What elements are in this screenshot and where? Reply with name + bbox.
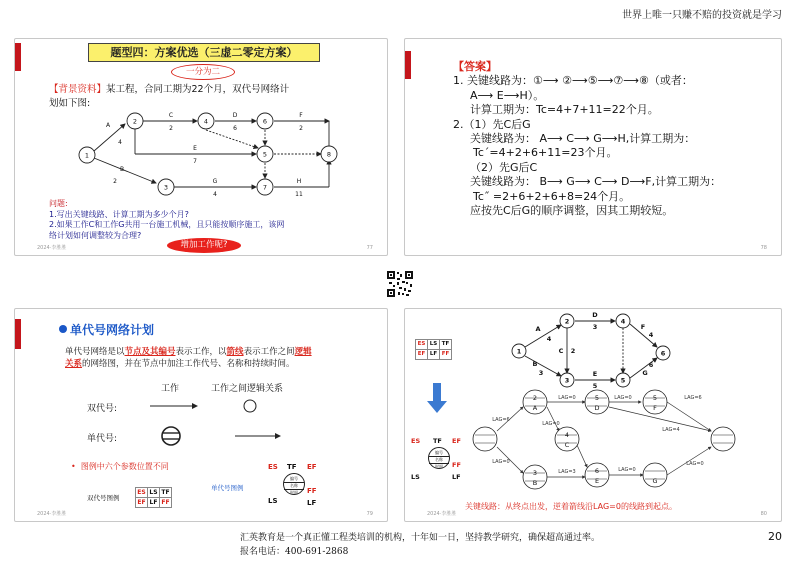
single-code-label: 单代号: (87, 434, 118, 444)
legend4-lf: LF (428, 350, 440, 360)
answer-line-1: 1. 关键线路为：①⟶ ②⟶⑤⟶⑦⟶⑧（或者： (453, 74, 693, 88)
s-node-name: D (594, 404, 600, 412)
dual-node-label: 2 (132, 117, 138, 126)
slide1-page-number: 77 (366, 245, 373, 251)
single-network-diagram (471, 387, 771, 497)
dual-node-label: 4 (203, 117, 209, 126)
act-dur-c: 2 (169, 125, 173, 132)
answer-line-6: Tc´=4+2+6+11=23个月。 (473, 146, 618, 160)
critical-path-text: 关键线路：从终点出发，逆着箭线沿LAG=0的线路到起点。 (465, 502, 677, 511)
act-label-g: G (212, 178, 218, 185)
background-line-2: 划如下图: (49, 98, 91, 109)
s-node-9 (711, 427, 735, 451)
slide4-footer: 2024·李胜胜 (427, 511, 457, 517)
dual-node-label: 1 (84, 151, 90, 160)
top-act-b-dur: 3 (538, 369, 544, 377)
answer-block (453, 60, 779, 218)
slide1-footer: 2024·李胜胜 (37, 245, 67, 251)
def-highlight: 逻辑 (294, 347, 312, 357)
legend-ff: FF (452, 461, 461, 469)
legend-node (428, 447, 450, 469)
single-code-title (59, 321, 154, 338)
mini-number: 编号 (290, 476, 298, 481)
act-label-c: C (168, 112, 174, 119)
header-work: 工作 (161, 384, 180, 394)
dual-node-label: 7 (262, 183, 268, 192)
footer-page-number: 20 (768, 530, 782, 543)
param-tf: TF (161, 489, 170, 496)
legend-mini-name: 名称 (429, 456, 449, 464)
top-node-label: 4 (620, 317, 626, 326)
single-code-title-text: 单代号网络计划 (70, 323, 155, 337)
single-legend-label: 单代号图例 (211, 484, 244, 492)
legend4-tf: TF (440, 340, 452, 350)
top-act-c: C (558, 347, 564, 355)
notation-symbols (145, 393, 295, 453)
background-line-1: 某工程，合同工期为22个月，双代号网络计 (106, 84, 290, 95)
def-part: 的网络图，并在节点中加注工作代号、名称和持续时间。 (82, 358, 295, 369)
questions-block (49, 199, 379, 241)
param-ff: FF (161, 499, 170, 506)
dual-code-label: 双代号: (87, 404, 118, 414)
answer-line-8: 关键线路为： B⟶ G⟶ C⟶ D⟶F,计算工期为： (470, 175, 722, 189)
single-legend-ff: FF (307, 487, 317, 495)
down-arrow-icon (427, 383, 447, 413)
lag-label: LAG=0 (558, 395, 576, 401)
legend4-ls: LS (428, 340, 440, 350)
lag-label: LAG=3 (558, 469, 576, 475)
lag-label: LAG=6 (492, 417, 510, 423)
slide4-legend-table (415, 339, 452, 360)
s-node-name: C (564, 441, 570, 449)
answer-line-5: 关键线路为： A⟶ C⟶ G⟶H,计算工期为： (470, 132, 696, 146)
act-dur-b: 2 (113, 178, 117, 185)
header-slogan: 世界上唯一只赚不赔的投资就是学习 (622, 10, 782, 21)
question-1: 1.写出关键线路、计算工期为多少个月? (49, 209, 189, 219)
slide-79 (14, 308, 388, 522)
act-label-e: E (193, 145, 197, 152)
top-act-e-dur: 5 (592, 382, 598, 389)
s-node-code: 2 (532, 394, 538, 402)
lag-label: LAG=0 (618, 467, 636, 473)
lag-label: LAG=0 (542, 421, 560, 427)
top-act-e: E (592, 370, 598, 378)
top-act-g: G (642, 369, 648, 377)
slide3-page-number: 79 (366, 511, 373, 517)
legend-es: ES (411, 437, 421, 445)
dual-node-label: 3 (163, 183, 169, 192)
title-bullet-icon (59, 325, 67, 333)
act-dur-f: 2 (299, 125, 303, 132)
question-title: 问题: (49, 199, 68, 208)
slide-80 (404, 308, 782, 522)
def-part: 表示工作之间 (243, 347, 295, 357)
add-work-bubble: 增加工作呢? (167, 238, 241, 253)
mini-name: 名称 (284, 482, 304, 490)
legend-ef: EF (452, 437, 461, 445)
top-act-a: A (535, 325, 541, 333)
legend-mini-time: 时间 (435, 464, 443, 469)
header-logic: 工作之间逻辑关系 (211, 384, 284, 394)
lag-label: LAG=0 (686, 461, 704, 467)
param-ef: EF (137, 499, 146, 506)
answer-line-3: 计算工期为：Tc=4+7+11=22个月。 (470, 103, 659, 117)
definition-text (65, 347, 365, 370)
def-highlight: 节点及其编号 (124, 347, 176, 357)
act-dur-a: 4 (118, 139, 122, 146)
legend-bullet-text: 图例中六个参数位置不同 (80, 462, 169, 471)
legend-tf: TF (433, 437, 442, 445)
legend-lf: LF (452, 473, 461, 481)
lag-label: LAG=0 (492, 459, 510, 465)
slide2-page-number: 78 (760, 245, 767, 251)
top-act-c-dur: 2 (570, 347, 576, 355)
single-node-symbol (162, 427, 180, 445)
footer-line-2: 报名电话：400-691-2868 (240, 547, 349, 557)
dual-node-symbol (244, 400, 256, 412)
top-act-b: B (532, 360, 538, 368)
s-node-code: 5 (652, 394, 658, 402)
answer-tag: 【答案】 (453, 60, 497, 73)
def-part: 表示工作，以 (175, 347, 227, 357)
top-act-f: F (640, 323, 646, 331)
single-legend-node (283, 473, 305, 495)
act-label-f: F (299, 112, 303, 119)
param-lf: LF (148, 498, 160, 508)
top-act-a-dur: 4 (546, 335, 552, 343)
top-node-label: 6 (660, 349, 666, 358)
dual-legend-table (135, 487, 172, 508)
dual-node-label: 6 (262, 117, 268, 126)
act-dur-e: 7 (193, 158, 197, 165)
bullet-dot-icon: • (71, 462, 76, 471)
legend4-es: ES (416, 340, 428, 350)
top-node-label: 5 (620, 376, 626, 385)
top-node-label: 3 (564, 376, 570, 385)
s-node-code: 5 (594, 394, 600, 402)
single-legend-lf: LF (307, 499, 317, 507)
slide-78 (404, 38, 782, 256)
answer-line-2: A⟶ E⟶H）。 (470, 88, 545, 102)
act-dur-h: 11 (295, 191, 303, 198)
top-act-g-dur: 6 (648, 361, 654, 369)
legend-ls: LS (411, 473, 420, 481)
s-node-code: 3 (532, 469, 538, 477)
lag-label: LAG=0 (614, 395, 632, 401)
dual-node-label: 8 (326, 150, 332, 159)
background-tag: 【背景资料】 (49, 84, 107, 95)
qr-code-icon (386, 270, 414, 298)
footer-line-1: 汇英教育是一个真正懂工程类培训的机构，十年如一日，坚持教学研究，确保超高通过率。 (240, 533, 601, 543)
s-node-code: 6 (594, 467, 600, 475)
dual-legend-label: 双代号图例 (87, 494, 120, 502)
act-dur-g: 4 (213, 191, 217, 198)
single-legend-ef: EF (307, 463, 317, 471)
def-highlight: 关系 (65, 358, 83, 369)
slide4-page-number: 80 (760, 511, 767, 517)
slide3-footer: 2024·李胜胜 (37, 511, 67, 517)
legend4-ff: FF (440, 350, 452, 360)
single-legend-ls: LS (268, 497, 278, 505)
legend4-ef: EF (416, 350, 428, 360)
lag-label: LAG=4 (662, 427, 680, 433)
slide-77 (14, 38, 388, 256)
def-highlight: 箭线 (226, 347, 244, 357)
s-node-name: A (532, 404, 538, 412)
top-act-d-dur: 3 (592, 323, 598, 331)
single-legend-tf: TF (287, 463, 297, 471)
s-node-name: E (594, 477, 600, 485)
act-label-h: H (296, 178, 302, 185)
top-act-f-dur: 4 (648, 331, 654, 339)
top-node-label: 2 (564, 317, 570, 326)
answer-line-9: Tc˝ =2+6+2+6+8=24个月。 (473, 189, 631, 203)
mini-time: 时间 (290, 490, 298, 495)
act-label-b: B (119, 166, 125, 173)
legend-mini-number: 编号 (435, 450, 443, 455)
split-ellipse: 一分为二 (171, 64, 235, 80)
s-node-code: 4 (564, 431, 570, 439)
question-2-line-1: 2.如果工作C和工作G共用一台施工机械，且只能按顺序施工，该网 (49, 220, 285, 229)
top-act-d: D (592, 311, 598, 319)
def-part: 单代号网络是以 (65, 347, 125, 357)
legend-bullet (71, 461, 169, 472)
dual-node-label: 5 (262, 150, 268, 159)
param-ls: LS (149, 489, 158, 496)
s-node-name: B (532, 479, 538, 487)
top-node-label: 1 (516, 347, 522, 356)
slide4-dual-network (505, 309, 675, 389)
s-node-name: G (652, 477, 658, 485)
answer-line-4: 2.（1）先C后G (453, 117, 531, 131)
dual-network-diagram (75, 111, 345, 201)
answer-line-7: （2）先G后C (470, 160, 538, 174)
s-node-1 (473, 427, 497, 451)
s-node-name: F (653, 404, 657, 412)
single-legend-es: ES (268, 463, 278, 471)
question-2-line-2: 络计划如何调整较为合理? (49, 230, 142, 240)
param-es: ES (137, 489, 146, 496)
background-text (49, 83, 369, 111)
act-label-a: A (105, 122, 111, 129)
answer-line-10: 应按先C后G的顺序调整，因其工期较短。 (470, 204, 674, 218)
lag-label: LAG=6 (684, 395, 702, 401)
act-dur-d: 6 (233, 125, 237, 132)
slide1-title: 题型四：方案优选（三虚二零定方案） (88, 43, 320, 62)
act-label-d: D (232, 112, 238, 119)
